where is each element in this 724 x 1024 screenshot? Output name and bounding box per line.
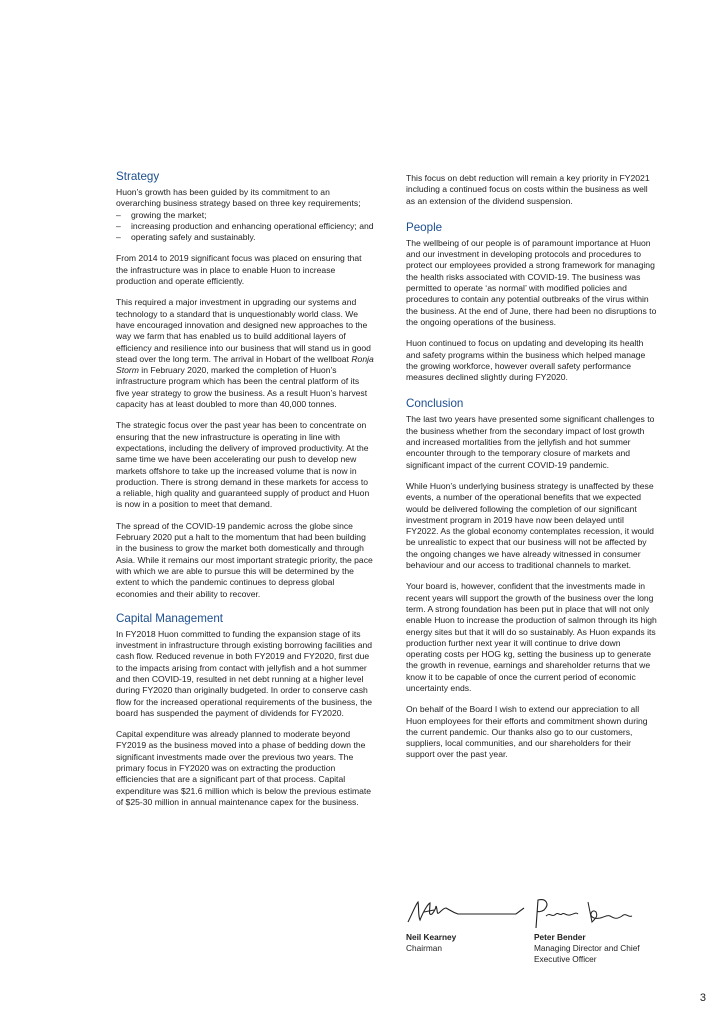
list-item: – operating safely and sustainably. [116, 232, 374, 243]
list-item: – growing the market; [116, 210, 374, 221]
vessel-name: Ronja Storm [116, 353, 374, 376]
paragraph: The last two years have presented some significant challenges to the business whether from the secondary impact of lost growth and increased mortalities from the jellyfish and hot summer encounter through to the temporary closure of markets and significant impact of the current COVID-19 pandemic. [406, 414, 655, 470]
strategy-intro: Huon’s growth has been guided by its commitment to an overarching business strategy based on three key requirements; [116, 187, 361, 209]
conclusion-heading: Conclusion [406, 397, 464, 411]
paragraph: In FY2018 Huon committed to funding the expansion stage of its investment in infrastructure through existing borrowing facilities and cash flow. Reduced revenue in both FY2019 and FY2020, first due to the impacts arising from contact with jellyfish and a hot summer and then COVID-19, resulted in net debt running at a higher level during FY2020 than originally budgeted. In order to conserve cash flow for the increased operational requirements of the business, the board has suspended the payment of dividends for FY2020. [116, 628, 373, 718]
paragraph: The spread of the COVID-19 pandemic across the globe since February 2020 put a halt to the momentum that had been building in the business to grow the market both domestically and through Asia. While it remains our most important strategic priority, the pace with which we are able to pursue this will be determined by the extent to which the pandemic continues to depress global economies and their ability to recover. [116, 520, 373, 599]
paragraph: The wellbeing of our people is of paramount importance at Huon and our investment in developing protocols and procedures to protect our employees provided a strong framework for managing the health risks associated with COVID-19. The business was permitted to operate ‘as normal’ with modified policies and procedures to contain any potential outbreaks of the virus within the business. At the end of June, there had been no disruptions to the ongoing operations of the business. [406, 237, 657, 327]
paragraph: While Huon’s underlying business strategy is unaffected by these events, a number of the operational benefits that we expected would be delivered following the completion of our significant investment program in 2019 have now been delayed until FY2022. As the global economy contemplates recession, it would be unrealistic to expect that our business will not be affected by the ongoing changes we have already witnessed in consumer behaviour and our access to traditional channels to market. [406, 480, 654, 571]
right-column [406, 173, 658, 771]
paragraph: Your board is, however, confident that the investments made in recent years will support the growth of the business over the long term. A strong foundation has been put in place that will not only enable Huon to increase the production of salmon through its high energy sites but that it will do so sustainably. As Huon expands its production further next year it will continue to drive down operating costs per HOG kg, setting the business up to generate the growth in revenue, earnings and shareholder returns that we know it to be capable of once the current period of economic uncertainty ends. [406, 581, 657, 693]
paragraph: This focus on debt reduction will remain a key priority in FY2021 including a continued focus on costs within the business as well as an extension of the dividend suspension. [406, 173, 650, 206]
signatory-name: Peter Bender [534, 932, 586, 942]
list-item: – increasing production and enhancing operational efficiency; and [116, 221, 374, 232]
paragraph: The strategic focus over the past year has been to concentrate on ensuring that the new infrastructure is operating in line with expectations, including the delivery of improved productivity. At the same time we have been accelerating our push to develop new markets offshore to take up the increased volume that is now in production. There is strong demand in these markets for access to a reliable, high quality and guaranteed supply of product and Huon is now in a position to meet that demand. [116, 420, 370, 510]
left-column [116, 170, 374, 818]
paragraph-text: This required a major investment in upgrading our systems and technology to a standard that is unquestionably world class. We have encouraged innovation and designed new approaches to the way we farm that has enabled us to build additional layers of efficiency and resilience into our business that will stand us in good stead over the long term. The arrival in Hobart of the wellboat [116, 297, 371, 364]
signatory-title: Chairman [406, 943, 442, 953]
strategy-list [116, 210, 374, 244]
people-heading: People [406, 220, 443, 234]
signatory-name: Neil Kearney [406, 932, 457, 942]
paragraph: From 2014 to 2019 significant focus was placed on ensuring that the infrastructure was in place to enable Huon to increase production and operate efficiently. [116, 253, 362, 287]
signature-neil-kearney [406, 894, 526, 930]
paragraph [116, 297, 374, 410]
signatory-title: Managing Director and Chief Executive Officer [534, 943, 640, 964]
paragraph-text: in February 2020, marked the completion of Huon’s infrastructure program which has been the central platform of its five year strategy to grow the business. As a result Huon’s harvest capacity has at least doubled to more than 40,000 tonnes. [116, 365, 368, 410]
capital-management-heading: Capital Management [116, 611, 223, 625]
strategy-heading: Strategy [116, 170, 160, 183]
signatures [406, 894, 658, 964]
page-number: 3 [699, 992, 706, 1004]
paragraph: Capital expenditure was already planned to moderate beyond FY2019 as the business moved into a phase of bedding down the significant investments made over the previous two years. The primary focus in FY2020 was on extracting the production efficiencies that are a significant part of that process. Capital expenditure was $21.6 million which is below the previous estimate of $25-30 million in annual maintenance capex for the business. [116, 729, 372, 807]
paragraph: Huon continued to focus on updating and developing its health and safety programs within the business which helped manage the growing workforce, however overall safety performance measures declined slightly during FY2020. [406, 338, 646, 383]
signature-peter-bender [532, 894, 652, 930]
paragraph: On behalf of the Board I wish to extend our appreciation to all Huon employees for their efforts and commitment shown during the current pandemic. Our thanks also go to our customers, suppliers, local communities, and our shareholders for their support over the past year. [406, 704, 648, 760]
